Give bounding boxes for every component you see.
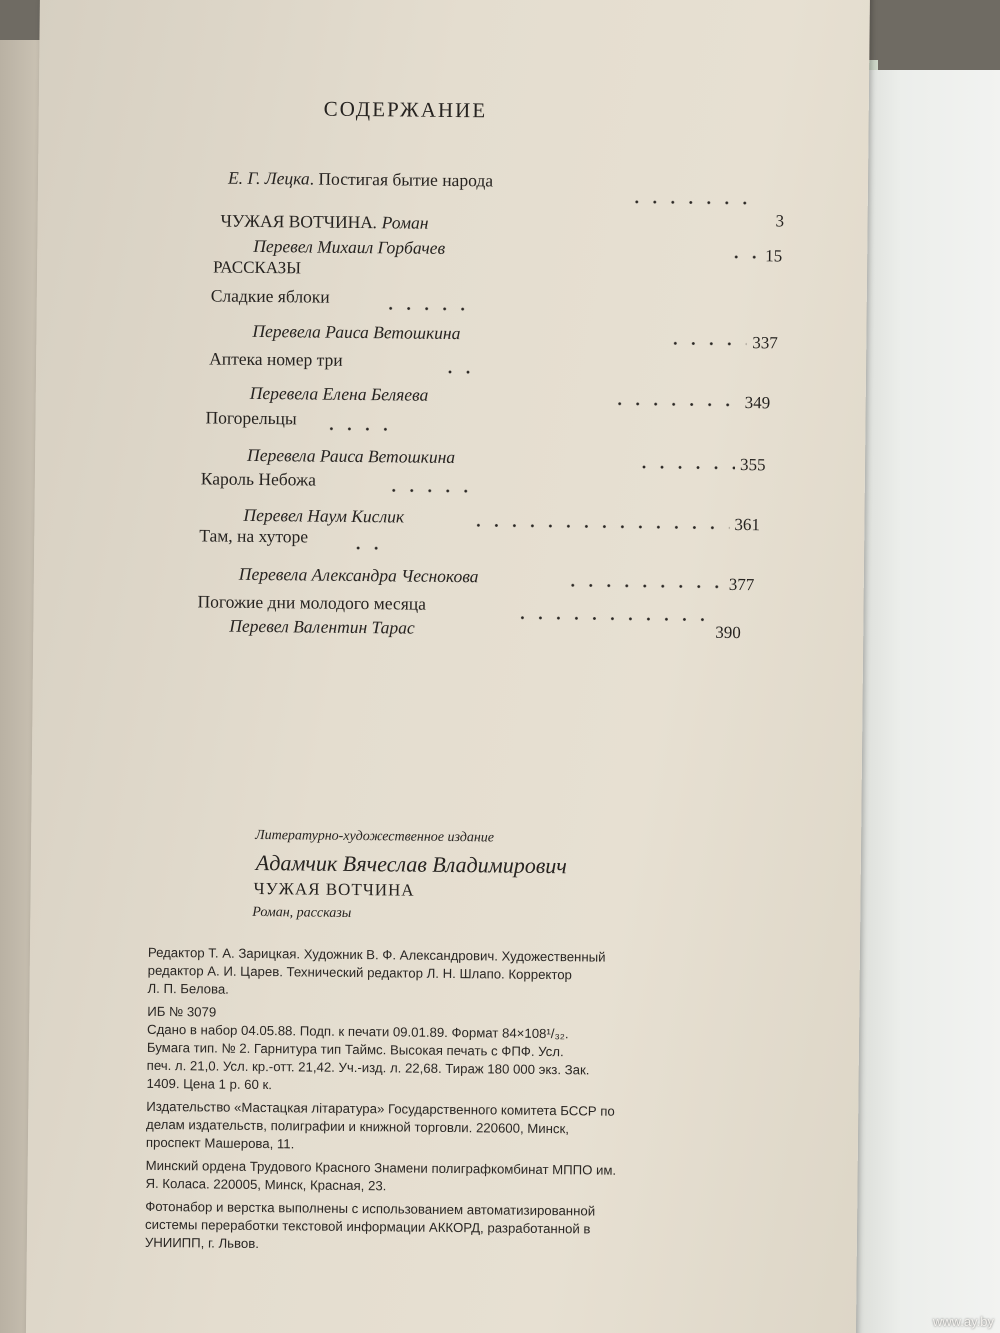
leader-dots [349, 546, 389, 550]
leader-dots [635, 465, 735, 470]
leader-dots [513, 616, 713, 622]
printer-line: Минский ордена Трудового Красного Знамени полиграфкомбинат МППО им. [145, 1157, 617, 1178]
book-page [26, 0, 870, 1333]
typesetting-line: УНИИПП, г. Львов. [144, 1234, 260, 1252]
translator-name: Перевел Михаил Горбачев [253, 235, 446, 258]
credits-line: Л. П. Белова. [147, 980, 229, 997]
toc-page-number: 377 [728, 574, 755, 595]
facing-page [850, 70, 1000, 1333]
story-title: Аптека номер три [209, 348, 343, 370]
leader-dots [385, 488, 475, 493]
toc-translator [252, 321, 460, 344]
section-title: РАССКАЗЫ [212, 257, 302, 278]
story-title: Сладкие яблоки [210, 285, 330, 307]
toc-page-number: 337 [752, 333, 778, 353]
typesetting-line: Фотонабор и верстка выполнены с использованием автоматизированной [145, 1198, 596, 1219]
print-detail-line: Сдано в набор 04.05.88. Подп. к печати 09.01.89. Формат 84×108¹/₃₂. [147, 1021, 569, 1042]
leader-dots [322, 427, 392, 432]
print-detail-line: Бумага тип. № 2. Гарнитура тип Таймс. Высокая печать с ФПФ. Усл. [146, 1039, 564, 1060]
translator-name: Перевел Валентин Тарас [229, 615, 415, 638]
toc-page-number: 349 [744, 393, 771, 413]
imprint-block [31, 826, 861, 1252]
toc-entry-story [201, 468, 316, 490]
printer-line: Я. Коласа. 220005, Минск, Красная, 23. [145, 1175, 387, 1194]
leader-dots [441, 370, 481, 374]
toc-entry-novel [220, 211, 428, 234]
typesetting-line: системы переработки текстовой информации АККОРД, разработанной в [144, 1216, 591, 1237]
toc-page-number: 390 [715, 622, 741, 643]
translator-name: Перевела Раиса Ветошкина [247, 444, 456, 468]
print-detail-line: печ. л. 21,0. Усл. кр.-отт. 21,42. Уч.-изд. л. 22,68. Тираж 180 000 экз. Зак. [146, 1057, 590, 1078]
toc-page-number: 355 [739, 455, 766, 475]
leader-dots [666, 341, 746, 346]
toc-author: Е. Г. Лецка [227, 167, 310, 189]
book-author: Адамчик Вячеслав Владимирович [255, 849, 567, 879]
toc-translator [250, 383, 429, 406]
translator-name: Перевел Наум Кислик [243, 504, 405, 527]
toc-page-number: 15 [765, 246, 783, 266]
translator-name: Перевела Александра Чеснокова [238, 563, 479, 587]
toc-entry-subtitle: . Роман [372, 212, 429, 233]
leader-dots [611, 402, 739, 407]
toc-entry-preface [228, 168, 493, 192]
print-detail-line: 1409. Цена 1 р. 60 к. [146, 1075, 273, 1093]
toc-page-number: 361 [734, 514, 761, 535]
toc-entry-story [199, 525, 308, 547]
book-title: ЧУЖАЯ ВОТЧИНА [253, 878, 415, 900]
toc-entry-story [211, 285, 330, 307]
toc-page-number: 3 [775, 211, 785, 231]
watermark: www.ay.by [932, 1314, 994, 1329]
book-genre: Роман, рассказы [252, 904, 352, 921]
publisher-line: делам издательств, полиграфии и книжной торговли. 220600, Минск, [146, 1116, 570, 1137]
leader-dots [564, 583, 724, 589]
leader-dots [628, 200, 753, 205]
story-title: Там, на хуторе [199, 525, 309, 547]
toc-translator [239, 564, 479, 588]
ib-number: ИБ № 3079 [147, 1003, 217, 1020]
leader-dots [469, 523, 729, 530]
toc-entry-story [209, 348, 343, 370]
toc-translator [229, 616, 415, 639]
toc-entry-text: . Постигая бытие народа [309, 168, 494, 191]
toc-entry-story [197, 591, 426, 614]
translator-name: Перевела Раиса Ветошкина [252, 320, 461, 344]
publisher-line: проспект Машерова, 11. [145, 1134, 295, 1152]
story-title: Погожие дни молодого месяца [197, 591, 427, 614]
toc-translator [253, 236, 445, 259]
publisher-line: Издательство «Мастацкая літаратура» Государственного комитета БССР по [146, 1098, 615, 1119]
toc-section-heading [213, 257, 301, 278]
table-of-contents [33, 0, 870, 694]
toc-title: СОДЕРЖАНИЕ [323, 96, 488, 123]
leader-dots [382, 306, 472, 311]
story-title: Погорельцы [205, 407, 297, 429]
edition-type: Литературно-художественное издание [255, 827, 495, 846]
story-title: Кароль Небожа [200, 468, 317, 490]
toc-translator [243, 505, 404, 528]
credits-line: Редактор Т. А. Зарицкая. Художник В. Ф. Александрович. Художественный [147, 944, 606, 965]
toc-entry-story [205, 407, 296, 429]
toc-translator [247, 445, 455, 468]
leader-dots [727, 255, 757, 259]
credits-line: редактор А. И. Царев. Технический редактор Л. Н. Шлапо. Корректор [147, 962, 573, 983]
translator-name: Перевела Елена Беляева [249, 382, 429, 405]
toc-entry-title: ЧУЖАЯ ВОТЧИНА [220, 210, 374, 233]
